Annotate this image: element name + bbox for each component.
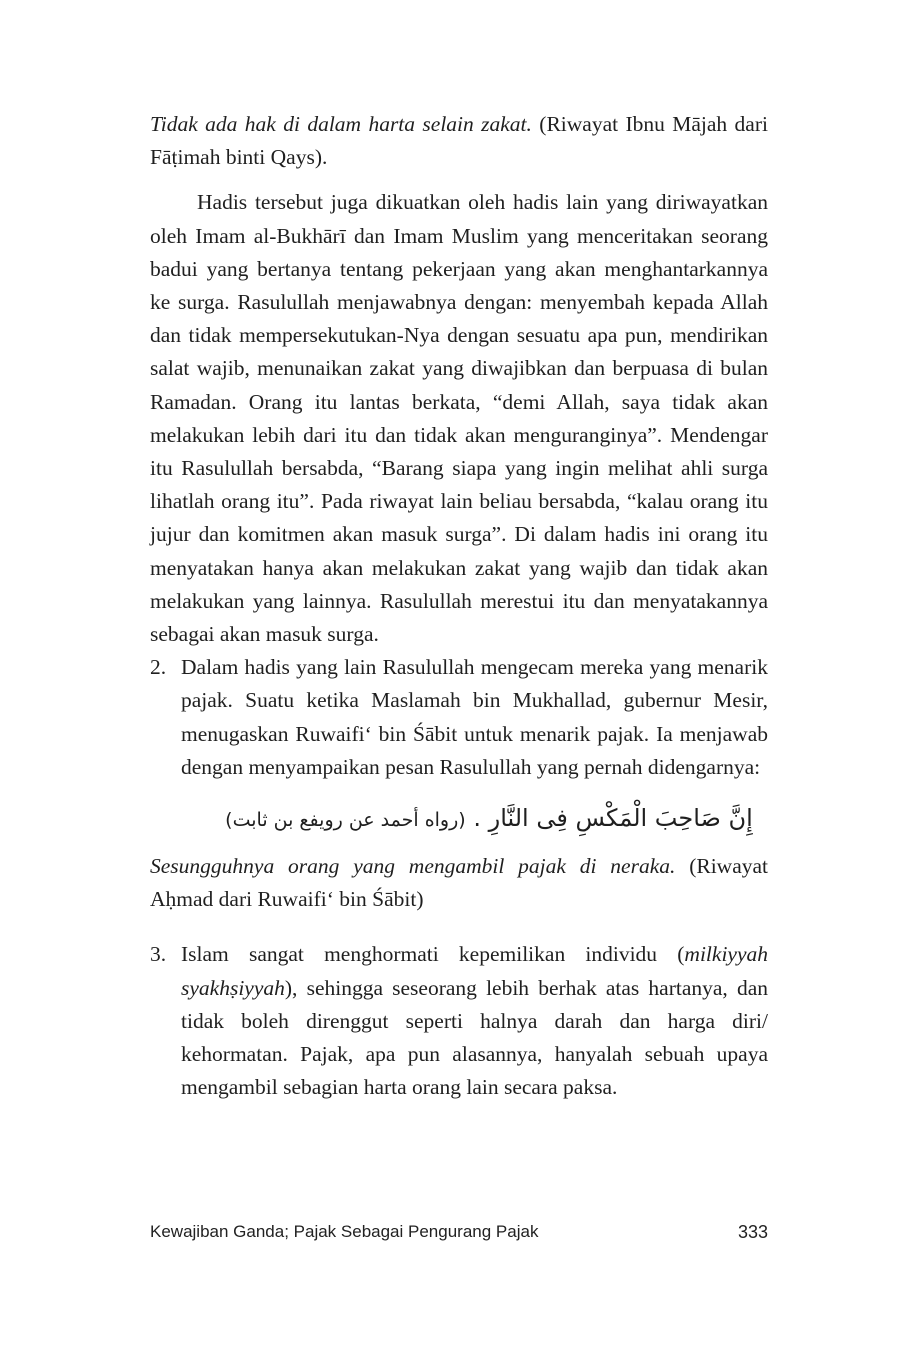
paragraph-hadis-badui: Hadis tersebut juga dikuatkan oleh hadis lain yang diriwayatkan oleh Imam al-Bukhārī dan Imam Muslim yang menceritakan seorang badui yang bertanya tentang pekerjaan yang akan menghantarkannya ke surga. Rasulullah menjawabnya dengan: menyembah kepada Allah dan tidak mempersekutukan-Nya dengan sesuatu apa pun, mendirikan salat wajib, menunaikan zakat yang diwajibkan dan berpuasa di bulan Ramadan. Orang itu lantas berkata, “demi Allah, saya tidak akan melakukan lebih dari itu dan tidak akan menguranginya”. Mendengar itu Rasulullah bersabda, “Barang siapa yang ingin melihat ahli surga lihatlah orang itu”. Pada riwayat lain beliau bersabda, “kalau orang itu jujur dan komitmen akan masuk surga”. Di dalam hadis ini orang itu menyatakan hanya akan melakukan zakat yang wajib dan tidak akan melakukan yang lainnya. Rasulullah merestui itu dan menyatakannya sebagai akan masuk surga. (150, 190, 768, 647)
arabic-hadith-text: إِنَّ صَاحِبَ الْمَكْسِ فِى النَّارِ . (473, 804, 753, 833)
page-body (150, 108, 768, 1104)
list-item-text: Islam sangat menghormati kepemilikan individu ( (181, 942, 685, 967)
list-item-2 (150, 651, 768, 784)
list-item-italic-term: milkiyyah syakhṣiyyah (181, 942, 768, 1000)
page-footer (150, 1222, 768, 1252)
arabic-reference: (رواه أحمد عن رويفع بن ثابت) (225, 809, 466, 832)
running-title: Kewajiban Ganda; Pajak Sebagai Pengurang Pajak (150, 1222, 539, 1241)
page-number: 333 (737, 1222, 768, 1242)
list-item-text: Dalam hadis yang lain Rasulullah mengecam mereka yang menarik pajak. Suatu ketika Maslamah bin Mukhallad, gubernur Mesir, menugaskan Ruwaifi‘ bin Śābit untuk menarik pajak. Ia menjawab dengan menyampaikan pesan Rasulullah yang pernah didengarnya: (181, 655, 768, 779)
quote-source: (Riwayat Aḥmad dari Ruwaifi‘ bin Śābit) (150, 854, 768, 912)
list-item-text: ), sehingga seseorang lebih berhak atas hartanya, dan tidak boleh direnggut seperti halnya darah dan harga diri/ kehormatan. Pajak, apa pun alasannya, hanyalah sebuah upaya mengambil sebagian harta orang lain secara paksa. (181, 975, 768, 1100)
quote-sesungguhnya (150, 850, 768, 916)
quote-italic-text: Tidak ada hak di dalam harta selain zakat. (150, 112, 532, 136)
list-item-3 (150, 938, 768, 1104)
quote-italic-text: Sesungguhnya orang yang mengambil pajak di neraka. (150, 854, 676, 879)
list-number: 3. (150, 942, 167, 967)
quote-source: (Riwayat Ibnu Mājah dari Fāṭimah binti Qays). (150, 112, 768, 170)
arabic-hadith (150, 798, 768, 840)
quote-tidak-ada-hak (150, 108, 768, 174)
list-number: 2. (150, 655, 167, 680)
